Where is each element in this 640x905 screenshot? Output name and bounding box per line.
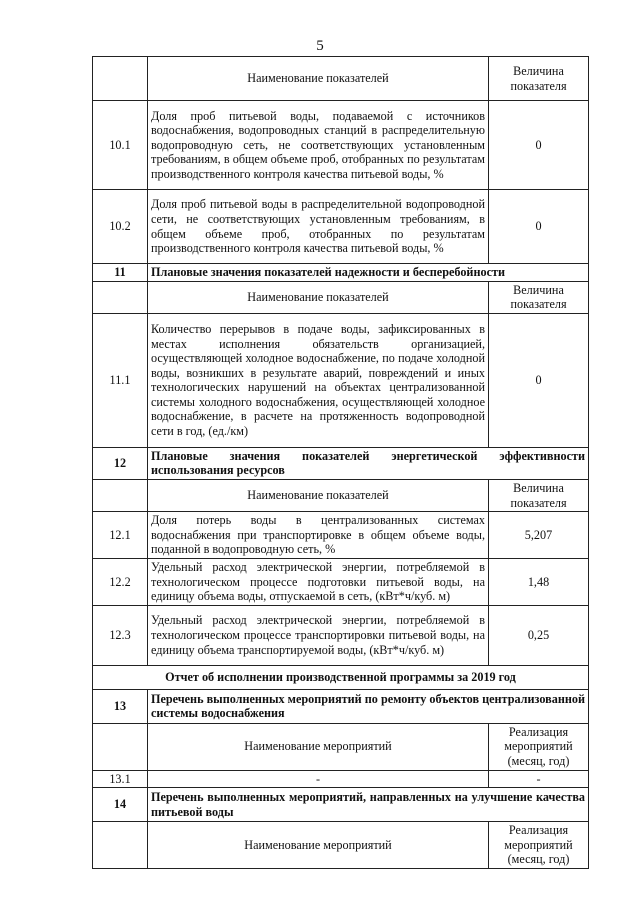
row-value: - (489, 770, 589, 788)
row-text: Удельный расход электрической энергии, потребляемой в технологическом процессе подготовки питьевой воды, на единицу объема воды, отпускаемой в сеть, (кВт*ч/куб. м) (148, 558, 489, 605)
header-value-cell: Величина показателя (489, 479, 589, 511)
section-title: Плановые значения показателей надежности и бесперебойности (148, 264, 589, 282)
header-value-cell: Реализация мероприятий (месяц, год) (489, 723, 589, 770)
section-number: 13 (93, 689, 148, 723)
header-name-cell: Наименование показателей (148, 281, 489, 313)
header-num-cell (93, 822, 148, 869)
section-row (93, 447, 589, 479)
table-row (93, 558, 589, 605)
row-text: Доля проб питьевой воды, подаваемой с источников водоснабжения, водопроводных станций в распределительную водопроводную сеть, не соответствующих установленным требованиям, в общем объеме проб, отобранных по результатам производственного контроля качества питьевой воды, % (148, 101, 489, 190)
row-number: 10.2 (93, 190, 148, 264)
section-header-row (93, 822, 589, 869)
row-number: 11.1 (93, 313, 148, 447)
report-title: Отчет об исполнении производственной программы за 2019 год (93, 665, 589, 689)
header-num-cell (93, 479, 148, 511)
indicators-table (92, 56, 589, 869)
row-number: 13.1 (93, 770, 148, 788)
header-name-cell: Наименование мероприятий (148, 822, 489, 869)
table-row (93, 770, 589, 788)
section-header-row (93, 723, 589, 770)
row-text: Доля потерь воды в централизованных системах водоснабжения при транспортировке в общем объеме воды, поданной в водопроводную сеть, % (148, 512, 489, 559)
header-name-cell: Наименование показателей (148, 57, 489, 101)
row-value: 5,207 (489, 512, 589, 559)
section-header-row (93, 479, 589, 511)
table-header-row (93, 57, 589, 101)
header-num-cell (93, 281, 148, 313)
table-row (93, 101, 589, 190)
section-number: 14 (93, 788, 148, 822)
report-title-row (93, 665, 589, 689)
header-value-cell: Реализация мероприятий (месяц, год) (489, 822, 589, 869)
header-value-cell: Величина показателя (489, 281, 589, 313)
row-value: 1,48 (489, 558, 589, 605)
row-value: 0 (489, 101, 589, 190)
row-number: 12.3 (93, 605, 148, 665)
row-text: Доля проб питьевой воды в распределительной водопроводной сети, не соответствующих установленным требованиям, в общем объеме проб, отобранных по результатам производственного контроля качества питьевой воды, % (148, 190, 489, 264)
row-text: - (148, 770, 489, 788)
section-title: Перечень выполненных мероприятий, направленных на улучшение качества питьевой воды (148, 788, 589, 822)
row-value: 0,25 (489, 605, 589, 665)
header-num-cell (93, 57, 148, 101)
row-number: 12.1 (93, 512, 148, 559)
section-number: 11 (93, 264, 148, 282)
section-header-row (93, 281, 589, 313)
header-num-cell (93, 723, 148, 770)
section-row (93, 689, 589, 723)
section-row (93, 264, 589, 282)
row-text: Количество перерывов в подаче воды, зафиксированных в местах исполнения обязательств организацией, осуществляющей холодное водоснабжение, по подаче холодной воды, возникших в результате аварий, повреждений и иных технологических нарушений на объектах централизованной системы холодного водоснабжения, осуществляющей холодное водоснабжение, в расчете на протяженность водопроводной сети в год, (ед./км) (148, 313, 489, 447)
row-number: 12.2 (93, 558, 148, 605)
table-row (93, 313, 589, 447)
table-row (93, 190, 589, 264)
section-title: Перечень выполненных мероприятий по ремонту объектов централизованной системы водоснабжения (148, 689, 589, 723)
row-text: Удельный расход электрической энергии, потребляемой в технологическом процессе транспортировки питьевой воды, на единицу объема транспортируемой воды, (кВт*ч/куб. м) (148, 605, 489, 665)
section-row (93, 788, 589, 822)
table-row (93, 512, 589, 559)
row-value: 0 (489, 313, 589, 447)
header-value-cell: Величина показателя (489, 57, 589, 101)
section-title: Плановые значения показателей энергетической эффективности использования ресурсов (148, 447, 589, 479)
table-row (93, 605, 589, 665)
row-value: 0 (489, 190, 589, 264)
section-number: 12 (93, 447, 148, 479)
page-number: 5 (316, 38, 324, 54)
header-name-cell: Наименование показателей (148, 479, 489, 511)
row-number: 10.1 (93, 101, 148, 190)
header-name-cell: Наименование мероприятий (148, 723, 489, 770)
